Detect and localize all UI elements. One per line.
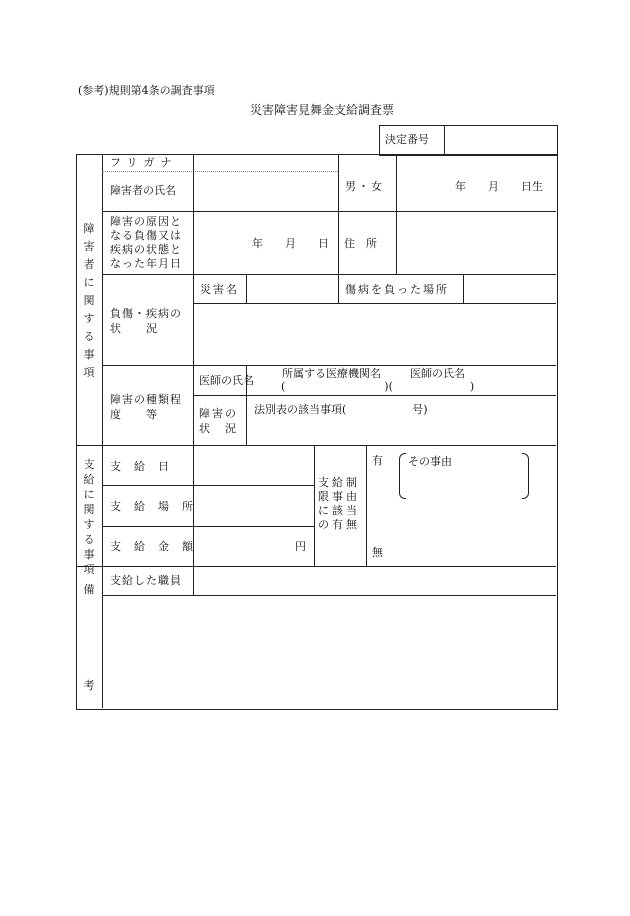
reason-field[interactable] xyxy=(408,470,518,494)
doctor-name-label: 医師の氏名 xyxy=(199,374,254,387)
injury-place-field[interactable] xyxy=(468,279,552,299)
reason-label: その事由 xyxy=(408,455,452,468)
staff-label: 支給した職員 xyxy=(110,574,182,587)
disaster-name-field[interactable] xyxy=(250,279,334,299)
disability-status-label: 障害の状 況 xyxy=(199,407,238,435)
furigana-label: フリガナ xyxy=(110,156,178,169)
yen-unit: 円 xyxy=(295,540,306,553)
cause-date-label: 障害の原因となる負傷又は疾病の状態となった年月日 xyxy=(110,215,182,270)
institution-label: 所属する医療機関名 xyxy=(282,367,381,380)
payment-date-field[interactable] xyxy=(200,450,310,480)
doctor-paren-fields[interactable]: ( )( ) xyxy=(281,380,475,393)
restriction-yes[interactable]: 有 xyxy=(372,454,383,467)
reason-bracket-right xyxy=(522,453,529,499)
payment-date-label: 支 給 日 xyxy=(110,460,170,473)
doctor-name2-label: 医師の氏名 xyxy=(410,367,465,380)
page-title: 災害障害見舞金支給調査票 xyxy=(250,103,395,117)
payment-amount-field[interactable] xyxy=(200,531,290,561)
disaster-name-label: 災害名 xyxy=(200,283,239,296)
payment-place-label: 支 給 場 所 xyxy=(110,500,194,513)
address-field[interactable] xyxy=(402,215,552,270)
annex-item-field[interactable]: 法別表の該当事項( 号) xyxy=(254,403,428,416)
restriction-label: 支給制限事由に該当の有無 xyxy=(318,476,360,531)
reason-bracket-left xyxy=(399,453,406,499)
cause-date-field[interactable]: 年 月 日 xyxy=(252,237,329,250)
birth-date-field[interactable]: 年 月 日生 xyxy=(455,180,543,193)
name-field[interactable] xyxy=(200,180,334,206)
injury-place-label: 傷病を負った場所 xyxy=(345,283,449,296)
decision-number-label: 決定番号 xyxy=(385,133,429,146)
remarks-label-top: 備 xyxy=(83,583,95,596)
reference-note: (参考)規則第4条の調査事項 xyxy=(78,84,215,97)
sex-field[interactable]: 男・女 xyxy=(345,180,384,193)
furigana-field[interactable] xyxy=(200,156,334,170)
disabled-section-label: 障 害 者 に 関 す る 事 項 xyxy=(83,222,95,379)
payment-section-label: 支 給 に 関 す る 事 項 xyxy=(83,458,95,576)
injury-status-field[interactable] xyxy=(200,308,550,360)
payment-amount-label: 支 給 金 額 xyxy=(110,540,194,553)
injury-status-label: 負傷・疾病の状 況 xyxy=(110,307,182,335)
disability-type-label: 障害の種類程度 等 xyxy=(110,393,182,421)
address-label: 住 所 xyxy=(344,237,377,250)
remarks-field[interactable] xyxy=(108,600,550,702)
name-label: 障害者の氏名 xyxy=(110,184,176,197)
restriction-no[interactable]: 無 xyxy=(372,546,383,559)
payment-place-field[interactable] xyxy=(200,490,310,520)
remarks-label-bottom: 考 xyxy=(83,679,95,692)
staff-field[interactable] xyxy=(200,570,550,592)
